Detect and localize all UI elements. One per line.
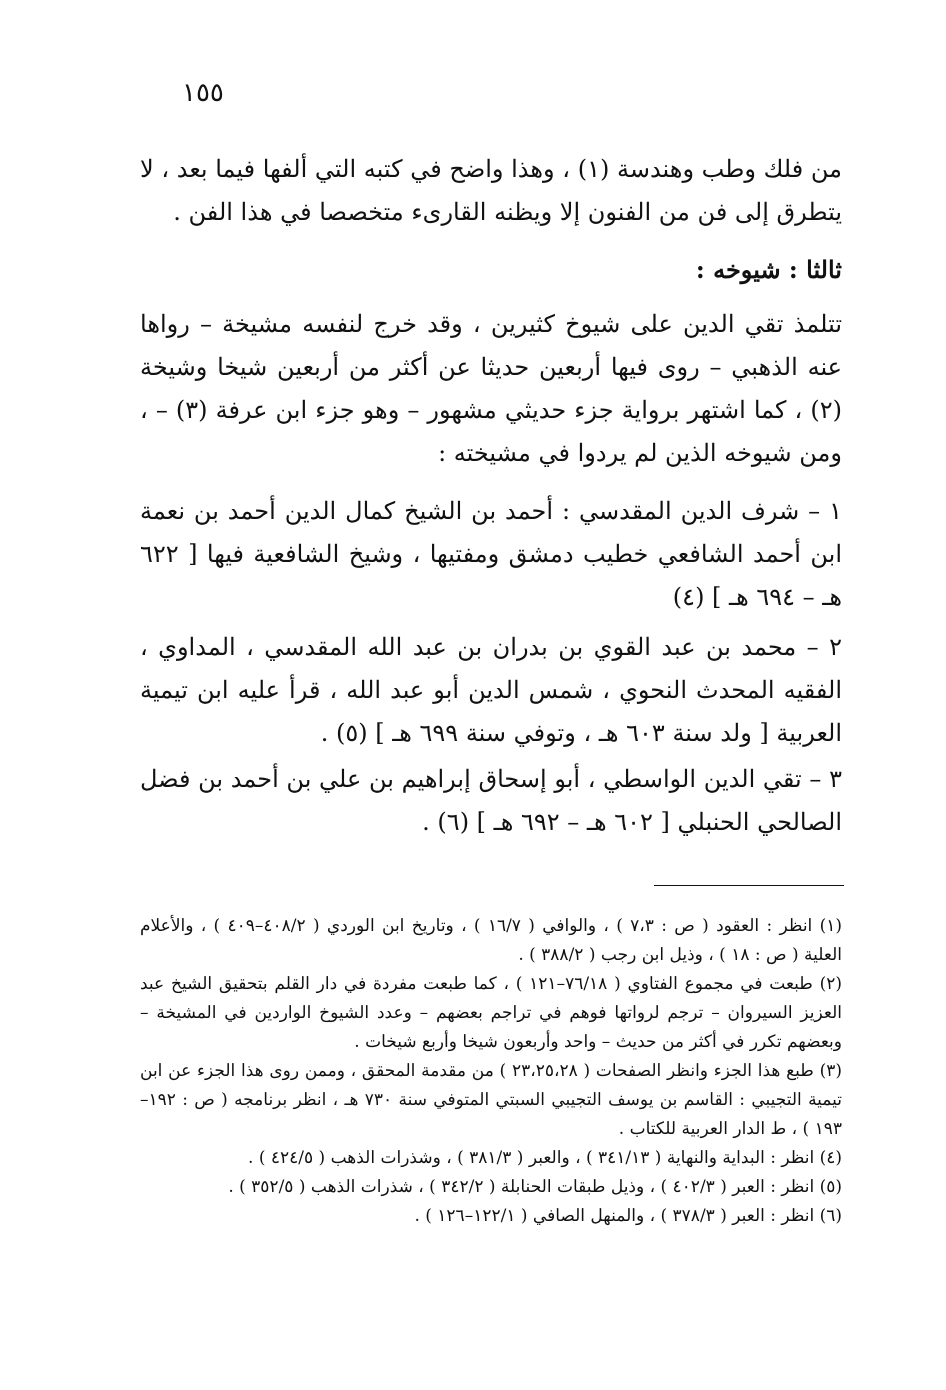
paragraph-text: ١ – شرف الدين المقدسي : أحمد بن الشيخ كمال الدين أحمد بن نعمة ابن أحمد الشافعي خطيب دمشق ومفتيها ، وشيخ الشافعية فيها [ ٦٢٢ هـ – ٦٩٤ هـ ] (٤) xyxy=(140,497,842,611)
footnote-6: (٦) انظر : العبر ( ٣٧٨/٣ ) ، والمنهل الصافي ( ١٢٢/١–١٢٦ ) . xyxy=(414,1206,842,1226)
paragraph-text: تتلمذ تقي الدين على شيوخ كثيرين ، وقد خرج لنفسه مشيخة – رواها عنه الذهبي – روى فيها أربعين حديثا عن أكثر من أربعين شيخا وشيخة (٢) ، كما اشتهر برواية جزء حديثي مشهور – وهو جزء ابن عرفة (٣) – ، ومن شيوخه الذين لم يردوا في مشيخته : xyxy=(140,310,842,467)
paragraph-text: ٢ – محمد بن عبد القوي بن بدران بن عبد الله المقدسي ، المداوي ، الفقيه المحدث النحوي ، شمس الدين أبو عبد الله ، قرأ عليه ابن تيمية العربية [ ولد سنة ٦٠٣ هـ ، وتوفي سنة ٦٩٩ هـ ] (٥) . xyxy=(140,633,842,747)
page-number: ١٥٥ xyxy=(182,78,224,108)
paragraph-intro xyxy=(140,148,842,234)
footnote-4: (٤) انظر : البداية والنهاية ( ٣٤١/١٣ ) ، والعبر ( ٣٨١/٣ ) ، وشذرات الذهب ( ٤٢٤/٥ ) . xyxy=(248,1148,842,1168)
paragraph-teachers-intro xyxy=(140,303,842,475)
footnote-1: (١) انظر : العقود ( ص : ٧،٣ ) ، والوافي ( ١٦/٧ ) ، وتاريخ ابن الوردي ( ٤٠٨/٢–٤٠٩ ) ، والأعلام العلية ( ص : ١٨ ) ، وذيل ابن رجب ( ٣٨٨/٢ ) . xyxy=(140,916,842,965)
footnote-divider xyxy=(654,885,844,886)
teacher-entry-2 xyxy=(140,626,842,755)
paragraph-text: ٣ – تقي الدين الواسطي ، أبو إسحاق إبراهيم بن علي بن أحمد بن فضل الصالحي الحنبلي [ ٦٠٢ هـ – ٦٩٢ هـ ] (٦) . xyxy=(140,765,842,836)
section-heading xyxy=(140,248,842,291)
footnote-5: (٥) انظر : العبر ( ٤٠٢/٣ ) ، وذيل طبقات الحنابلة ( ٣٤٢/٢ ) ، شذرات الذهب ( ٣٥٢/٥ ) . xyxy=(228,1177,842,1197)
footnote-2: (٢) طبعت في مجموع الفتاوي ( ٧٦/١٨–١٢١ ) ، كما طبعت مفردة في دار القلم بتحقيق الشيخ عبد العزيز السيروان – ترجم لرواتها فوهم في تراجم بعضهم – وعدد الشيوخ الواردين في المشيخة – وبعضهم تكرر في أكثر من حديث – واحد وأربعون شيخا وأربع شيخات . xyxy=(140,974,842,1052)
heading-text: ثالثا : شيوخه : xyxy=(695,255,842,284)
footnotes xyxy=(140,912,842,1231)
footnote-3: (٣) طبع هذا الجزء وانظر الصفحات ( ٢٣،٢٥،٢٨ ) من مقدمة المحقق ، وممن روى هذا الجزء عن ابن تيمية التجيبي : القاسم بن يوسف التجيبي السبتي المتوفي سنة ٧٣٠ هـ ، انظر برنامجه ( ص : ١٩٢–١٩٣ ) ، ط الدار العربية للكتاب . xyxy=(140,1061,843,1139)
paragraph-text: من فلك وطب وهندسة (١) ، وهذا واضح في كتبه التي ألفها فيما بعد ، لا يتطرق إلى فن من الفنون إلا ويظنه القارىء متخصصا في هذا الفن . xyxy=(140,155,843,226)
teacher-entry-1 xyxy=(140,490,842,619)
teacher-entry-3 xyxy=(140,758,842,844)
